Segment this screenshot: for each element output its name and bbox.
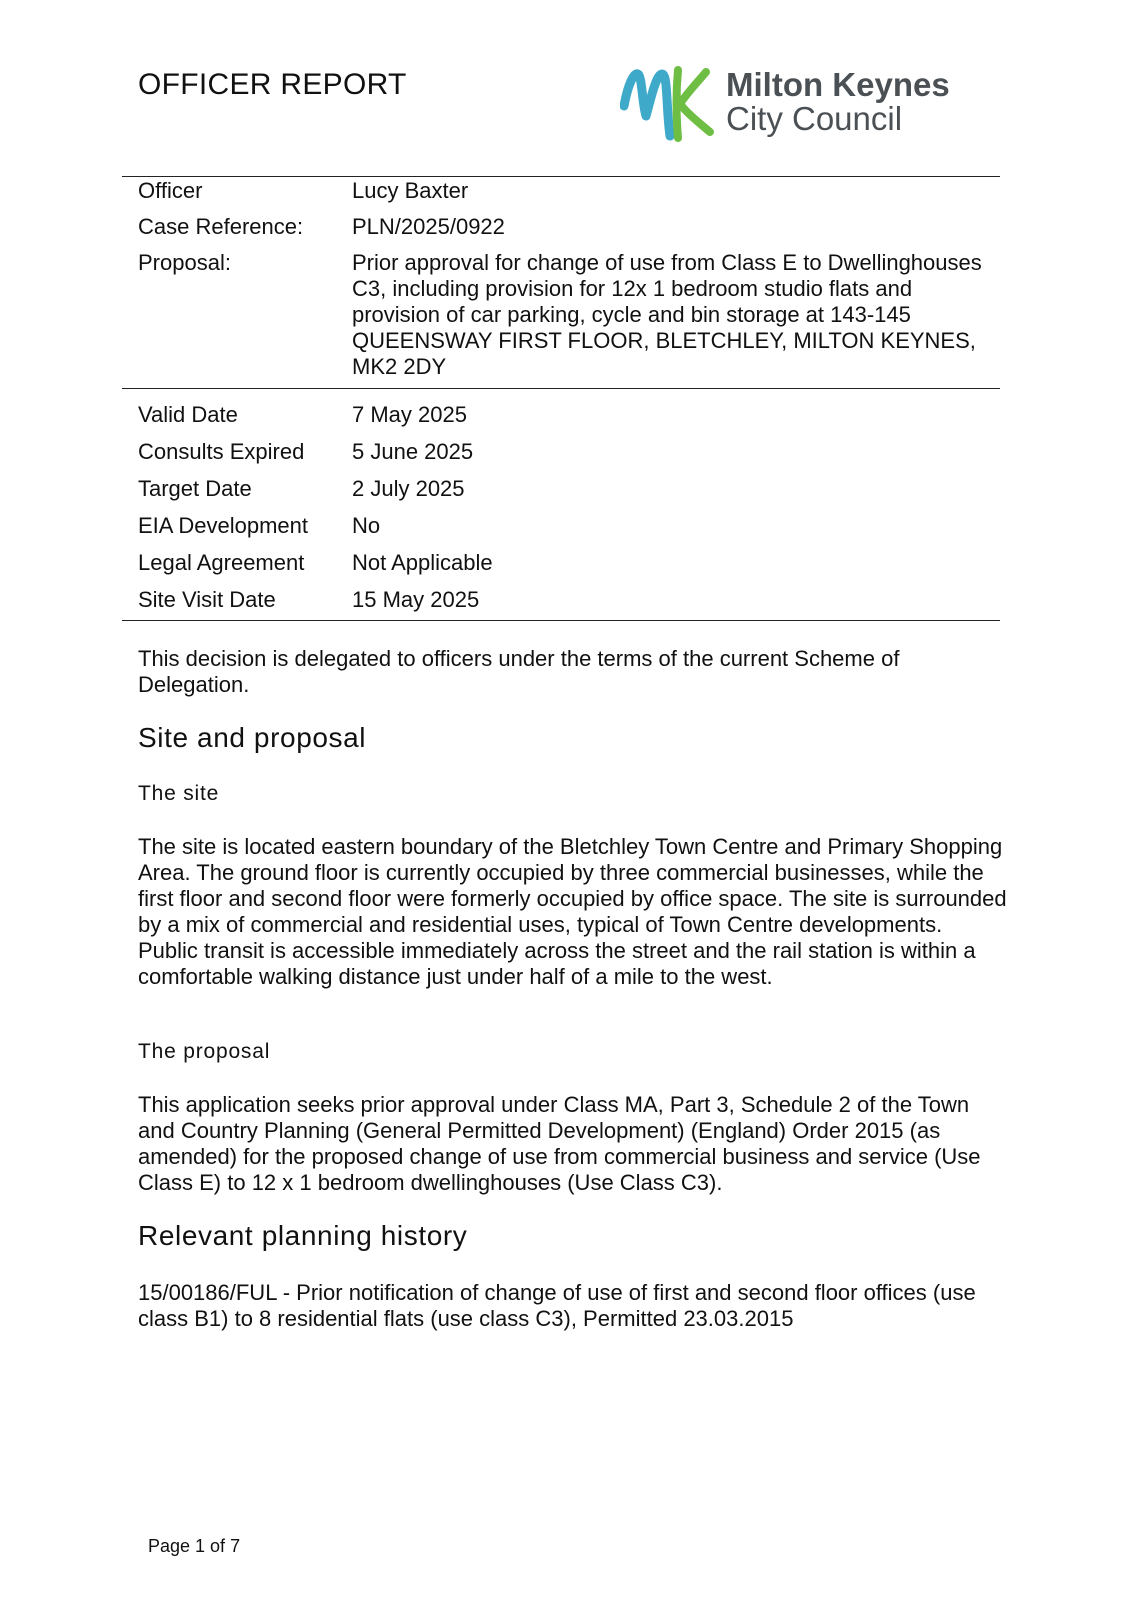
site-and-proposal-heading: Site and proposal	[138, 722, 367, 753]
field-label: Case Reference:	[138, 214, 304, 239]
site-visit-date-row	[138, 587, 988, 613]
field-label: Valid Date	[138, 402, 238, 427]
officer-value: Lucy Baxter	[352, 178, 469, 203]
page-number: Page 1 of 7	[148, 1536, 241, 1556]
the-proposal-text: This application seeks prior approval under Class MA, Part 3, Schedule 2 of the Town and Country Planning (General Permitted Development) (England) Order 2015 (as amended) for the proposed change of use from commercial business and service (Use Class E) to 12 x 1 bedroom dwellinghouses (Use Class C3).	[138, 1092, 981, 1195]
target-date-row	[138, 476, 988, 502]
field-label: Legal Agreement	[138, 550, 305, 575]
field-value: 15 May 2025	[352, 587, 480, 612]
divider-top	[122, 176, 1000, 177]
case-reference-row	[138, 214, 988, 240]
field-value: No	[352, 513, 381, 538]
field-value: 5 June 2025	[352, 439, 474, 464]
delegation-statement: This decision is delegated to officers under the terms of the current Scheme of Delegation.	[138, 646, 900, 697]
the-proposal-heading: The proposal	[138, 1040, 271, 1063]
field-label: Consults Expired	[138, 439, 305, 464]
planning-history-text: 15/00186/FUL - Prior notification of change of use of first and second floor offices (use class B1) to 8 residential flats (use class C3), Permitted 23.03.2015	[138, 1280, 976, 1331]
the-site-text: The site is located eastern boundary of the Bletchley Town Centre and Primary Shopping Area. The ground floor is currently occupied by three commercial businesses, while the first floor and second floor were formerly occupied by office space. The site is surrounded by a mix of commercial and residential uses, typical of Town Centre developments. Public transit is accessible immediately across the street and the rail station is within a comfortable walking distance just under half of a mile to the west.	[138, 834, 1007, 989]
key-dates	[138, 402, 988, 624]
field-value: Not Applicable	[352, 550, 493, 575]
mk-logo-icon	[620, 62, 720, 148]
eia-development-row	[138, 513, 988, 539]
case-details	[138, 178, 988, 390]
valid-date-row	[138, 402, 988, 428]
consults-expired-row	[138, 439, 988, 465]
report-title: OFFICER REPORT	[138, 68, 407, 101]
field-label: Target Date	[138, 476, 252, 501]
council-logo	[620, 62, 1000, 152]
proposal-row	[138, 250, 988, 380]
field-label: Proposal:	[138, 250, 231, 275]
divider-bottom	[122, 620, 1000, 621]
proposal-value: Prior approval for change of use from Class E to Dwellinghouses C3, including provision for 12x 1 bedroom studio flats and provision of car parking, cycle and bin storage at 143-145 QUEENSWAY FIRST FLOOR, BLETCHLEY, MILTON KEYNES, MK2 2DY	[352, 250, 982, 379]
planning-history-heading: Relevant planning history	[138, 1220, 468, 1251]
field-label: EIA Development	[138, 513, 308, 538]
logo-name-line2: City Council	[726, 100, 903, 137]
field-label: Officer	[138, 178, 203, 203]
case-reference-value: PLN/2025/0922	[352, 214, 505, 239]
logo-name-line1: Milton Keynes	[726, 66, 950, 103]
field-label: Site Visit Date	[138, 587, 276, 612]
the-site-heading: The site	[138, 782, 220, 805]
legal-agreement-row	[138, 550, 988, 576]
divider-middle	[122, 388, 1000, 389]
field-value: 2 July 2025	[352, 476, 465, 501]
officer-row	[138, 178, 988, 204]
field-value: 7 May 2025	[352, 402, 467, 427]
